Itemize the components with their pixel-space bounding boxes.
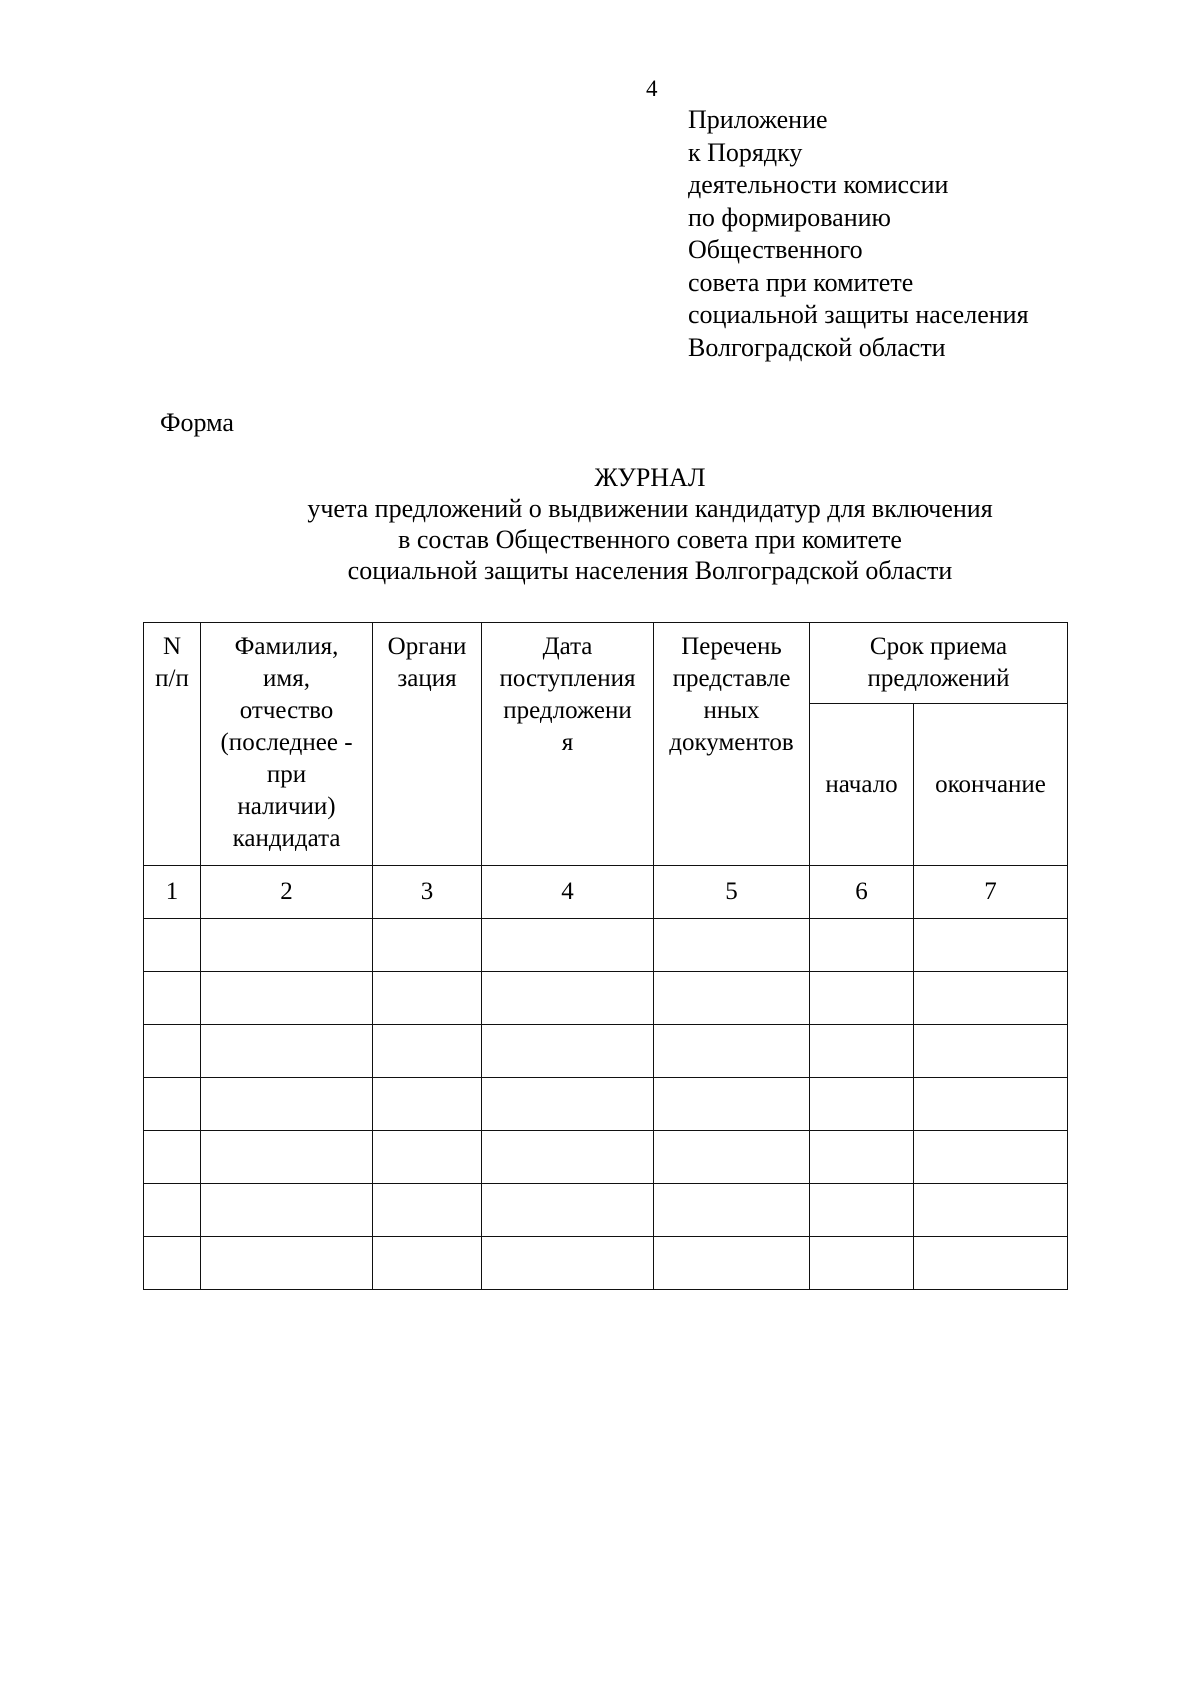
table-cell[interactable] [654,1131,810,1184]
column-number: 1 [144,866,201,919]
table-cell[interactable] [810,1237,914,1290]
table-cell[interactable] [373,919,482,972]
title-heading: ЖУРНАЛ [594,463,706,492]
table-cell[interactable] [201,1078,373,1131]
table-cell[interactable] [482,1184,654,1237]
appendix-line: Приложение [688,105,828,134]
table-row [144,1131,1068,1184]
title-line: социальной защиты населения Волгоградской области [347,556,953,585]
table-cell[interactable] [373,1237,482,1290]
table-row [144,1237,1068,1290]
table-cell[interactable] [201,1237,373,1290]
column-number: 7 [914,866,1068,919]
table-cell[interactable] [914,1131,1068,1184]
table-cell[interactable] [654,1078,810,1131]
title-line: учета предложений о выдвижении кандидатур для включения [307,494,993,523]
appendix-line: по формированию [688,202,891,232]
table-cell[interactable] [482,1131,654,1184]
header-organization: Органи зация [373,623,482,866]
table-row [144,1184,1068,1237]
page-number: 4 [646,76,658,101]
header-row [144,623,1068,704]
table-cell[interactable] [810,1131,914,1184]
table-cell[interactable] [810,1025,914,1078]
appendix-line: совета при комитете [688,267,914,297]
table-cell[interactable] [914,919,1068,972]
table-cell[interactable] [144,1184,201,1237]
table-cell[interactable] [373,1025,482,1078]
table-cell[interactable] [914,972,1068,1025]
table-cell[interactable] [810,919,914,972]
column-number: 5 [654,866,810,919]
table-cell[interactable] [144,919,201,972]
header-documents-list: Перечень представле нных документов [654,623,810,866]
table-cell[interactable] [654,1237,810,1290]
table-cell[interactable] [914,1025,1068,1078]
journal-table [143,622,1068,1290]
appendix-line: к Порядку [688,137,803,167]
table-cell[interactable] [144,1025,201,1078]
table-cell[interactable] [654,1025,810,1078]
table-row [144,1078,1068,1131]
column-number: 2 [201,866,373,919]
appendix-line: деятельности комиссии [688,170,949,199]
table-cell[interactable] [201,972,373,1025]
appendix-block [688,104,1029,364]
table-cell[interactable] [201,1131,373,1184]
header-receipt-date: Дата поступления предложени я [482,623,654,866]
header-end: окончание [914,704,1068,866]
form-label: Форма [160,408,234,437]
table-body [144,866,1068,1290]
header-start: начало [810,704,914,866]
table-cell[interactable] [482,972,654,1025]
table-cell[interactable] [201,919,373,972]
table-cell[interactable] [144,1078,201,1131]
table-cell[interactable] [810,1184,914,1237]
table-cell[interactable] [373,1078,482,1131]
appendix-line: Волгоградской области [688,332,946,362]
column-number: 4 [482,866,654,919]
table-cell[interactable] [373,1131,482,1184]
table-cell[interactable] [482,1078,654,1131]
appendix-line: социальной защиты населения [688,300,1029,329]
journal-title [200,462,1100,586]
header-number: N п/п [144,623,201,866]
table-cell[interactable] [373,972,482,1025]
table-row [144,1025,1068,1078]
column-number: 6 [810,866,914,919]
table-row [144,972,1068,1025]
table-cell[interactable] [810,972,914,1025]
header-acceptance-period: Срок приема предложений [810,623,1068,704]
table-cell[interactable] [144,972,201,1025]
table-cell[interactable] [482,1237,654,1290]
column-number-row [144,866,1068,919]
header-full-name: Фамилия, имя, отчество (последнее - при наличии) кандидата [201,623,373,866]
table-cell[interactable] [810,1078,914,1131]
table-cell[interactable] [482,1025,654,1078]
table-cell[interactable] [654,919,810,972]
table-row [144,919,1068,972]
table-cell[interactable] [144,1131,201,1184]
appendix-line: Общественного [688,235,863,264]
table-cell[interactable] [373,1184,482,1237]
column-number: 3 [373,866,482,919]
table-cell[interactable] [144,1237,201,1290]
title-line: в состав Общественного совета при комитете [398,525,902,554]
table-cell[interactable] [482,919,654,972]
table-cell[interactable] [914,1184,1068,1237]
table-cell[interactable] [914,1078,1068,1131]
table-cell[interactable] [914,1237,1068,1290]
table-cell[interactable] [654,972,810,1025]
table-cell[interactable] [201,1184,373,1237]
table-cell[interactable] [654,1184,810,1237]
table-cell[interactable] [201,1025,373,1078]
